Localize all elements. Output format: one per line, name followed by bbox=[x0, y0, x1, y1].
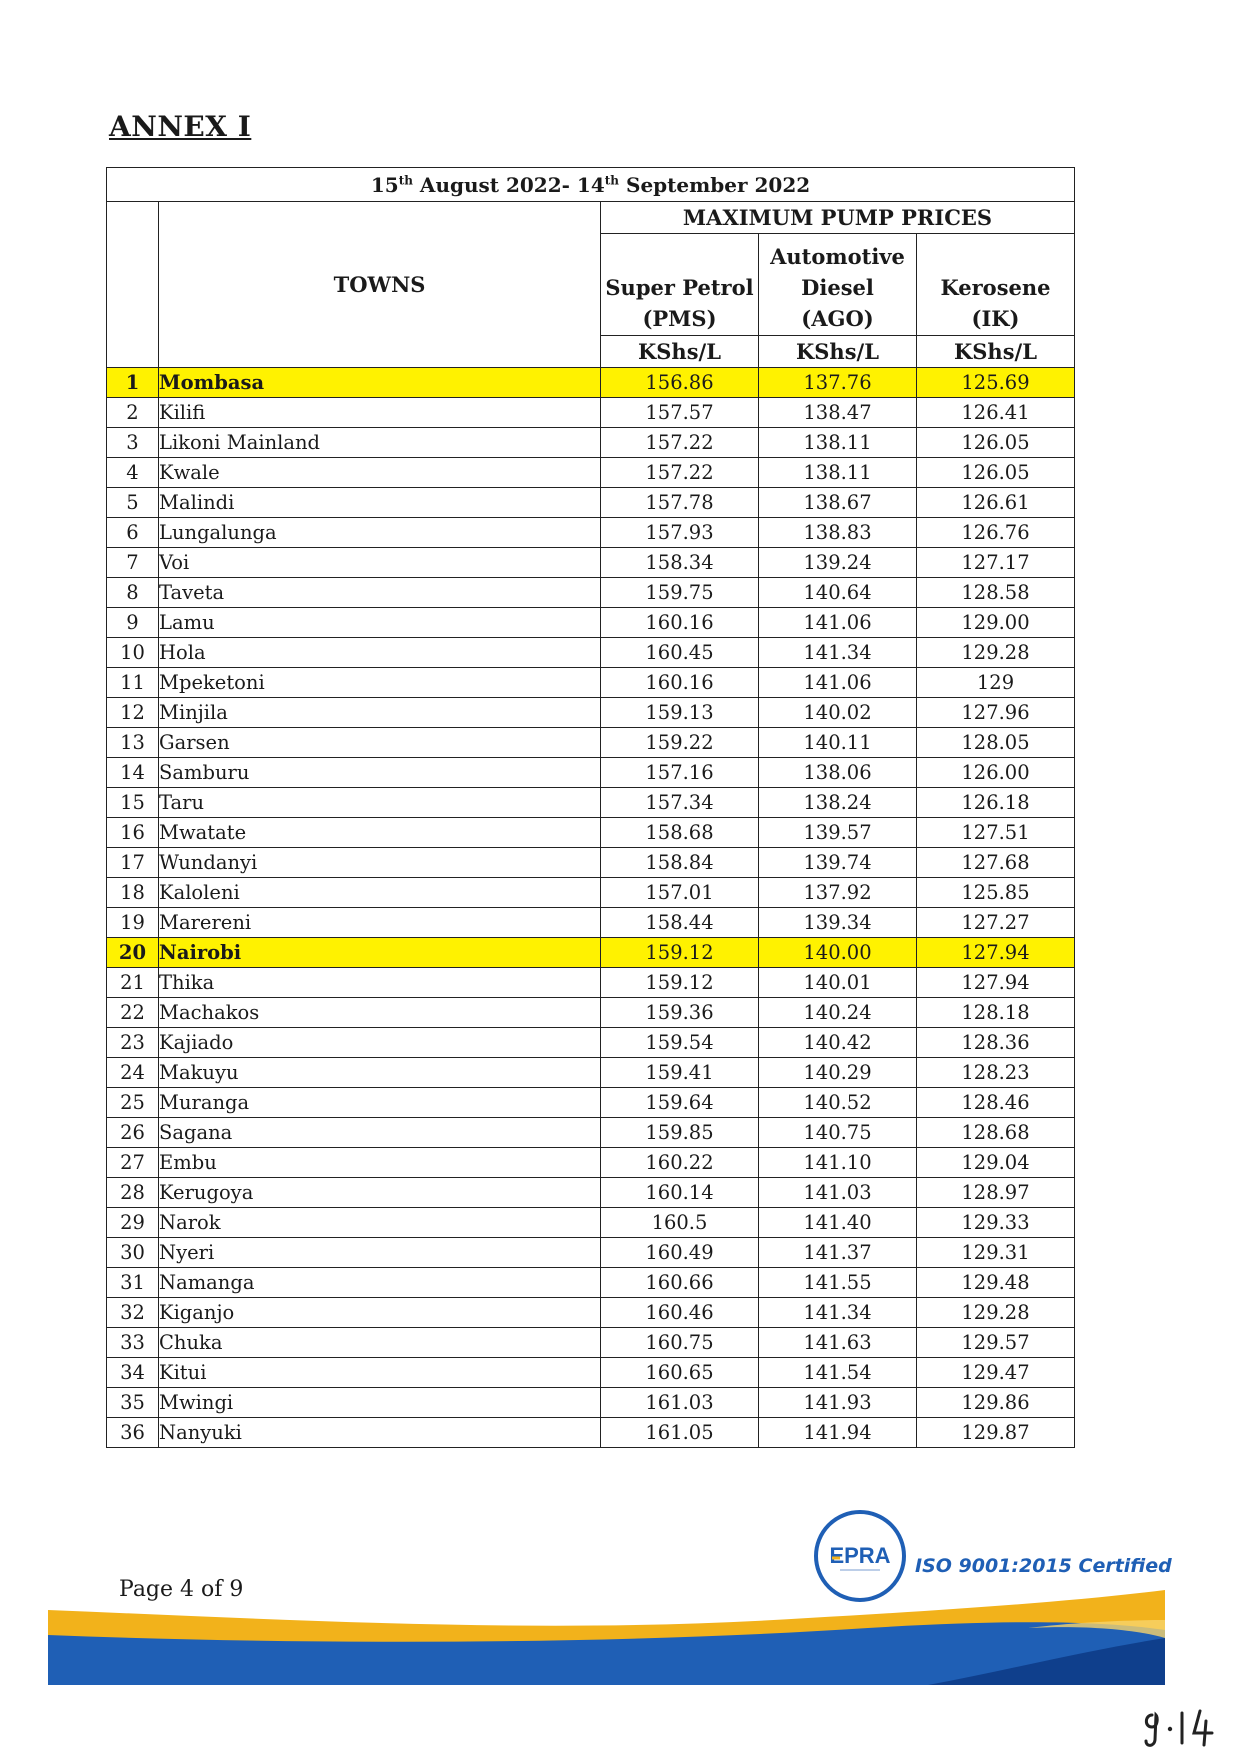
row-number: 35 bbox=[107, 1388, 159, 1418]
fuel-header-pms: Super Petrol (PMS) bbox=[601, 234, 759, 336]
max-pump-prices-header: MAXIMUM PUMP PRICES bbox=[601, 202, 1075, 234]
ik-price: 129.87 bbox=[917, 1418, 1075, 1448]
ik-price: 129.28 bbox=[917, 638, 1075, 668]
pms-price: 160.46 bbox=[601, 1298, 759, 1328]
pms-price: 159.12 bbox=[601, 938, 759, 968]
ago-price: 141.34 bbox=[759, 638, 917, 668]
town-name: Sagana bbox=[159, 1118, 601, 1148]
town-name: Lungalunga bbox=[159, 518, 601, 548]
pms-price: 156.86 bbox=[601, 368, 759, 398]
ik-price: 127.27 bbox=[917, 908, 1075, 938]
table-row bbox=[107, 608, 1075, 638]
pms-price: 159.41 bbox=[601, 1058, 759, 1088]
town-name: Kwale bbox=[159, 458, 601, 488]
town-name: Wundanyi bbox=[159, 848, 601, 878]
town-name: Namanga bbox=[159, 1268, 601, 1298]
ik-price: 126.05 bbox=[917, 458, 1075, 488]
table-row bbox=[107, 758, 1075, 788]
row-number: 31 bbox=[107, 1268, 159, 1298]
ago-price: 138.67 bbox=[759, 488, 917, 518]
price-rows bbox=[107, 368, 1075, 1448]
table-row bbox=[107, 1148, 1075, 1178]
town-name: Narok bbox=[159, 1208, 601, 1238]
row-number: 36 bbox=[107, 1418, 159, 1448]
table-row bbox=[107, 458, 1075, 488]
pms-price: 158.34 bbox=[601, 548, 759, 578]
ik-price: 129.00 bbox=[917, 608, 1075, 638]
ago-price: 140.24 bbox=[759, 998, 917, 1028]
town-name: Samburu bbox=[159, 758, 601, 788]
ik-price: 129 bbox=[917, 668, 1075, 698]
table-row bbox=[107, 1328, 1075, 1358]
row-number: 18 bbox=[107, 878, 159, 908]
row-number: 3 bbox=[107, 428, 159, 458]
row-number: 14 bbox=[107, 758, 159, 788]
ik-price: 126.76 bbox=[917, 518, 1075, 548]
town-name: Mpeketoni bbox=[159, 668, 601, 698]
table-row bbox=[107, 1028, 1075, 1058]
ago-price: 140.52 bbox=[759, 1088, 917, 1118]
ago-price: 141.37 bbox=[759, 1238, 917, 1268]
pms-price: 157.22 bbox=[601, 458, 759, 488]
ik-price: 128.05 bbox=[917, 728, 1075, 758]
pms-price: 160.65 bbox=[601, 1358, 759, 1388]
table-row bbox=[107, 1388, 1075, 1418]
ago-price: 141.10 bbox=[759, 1148, 917, 1178]
table-row bbox=[107, 668, 1075, 698]
ik-price: 127.96 bbox=[917, 698, 1075, 728]
town-name: Muranga bbox=[159, 1088, 601, 1118]
town-name: Garsen bbox=[159, 728, 601, 758]
pms-price: 160.49 bbox=[601, 1238, 759, 1268]
ago-price: 141.06 bbox=[759, 668, 917, 698]
pms-price: 159.64 bbox=[601, 1088, 759, 1118]
pms-price: 160.16 bbox=[601, 608, 759, 638]
town-name: Likoni Mainland bbox=[159, 428, 601, 458]
ago-price: 138.47 bbox=[759, 398, 917, 428]
ik-price: 125.85 bbox=[917, 878, 1075, 908]
pms-price: 160.22 bbox=[601, 1148, 759, 1178]
row-number: 4 bbox=[107, 458, 159, 488]
table-row bbox=[107, 548, 1075, 578]
ik-price: 129.04 bbox=[917, 1148, 1075, 1178]
ago-price: 139.74 bbox=[759, 848, 917, 878]
table-row bbox=[107, 1208, 1075, 1238]
ago-price: 141.34 bbox=[759, 1298, 917, 1328]
row-number: 12 bbox=[107, 698, 159, 728]
pms-price: 161.05 bbox=[601, 1418, 759, 1448]
ik-price: 127.94 bbox=[917, 938, 1075, 968]
ik-price: 129.48 bbox=[917, 1268, 1075, 1298]
ik-price: 126.61 bbox=[917, 488, 1075, 518]
iso-certification: ISO 9001:2015 Certified bbox=[915, 1555, 1172, 1577]
table-row bbox=[107, 1178, 1075, 1208]
pms-price: 159.36 bbox=[601, 998, 759, 1028]
table-row bbox=[107, 998, 1075, 1028]
pms-price: 157.93 bbox=[601, 518, 759, 548]
ago-price: 141.93 bbox=[759, 1388, 917, 1418]
period-header: 15th August 2022- 14th September 2022 bbox=[107, 168, 1075, 202]
ik-price: 129.86 bbox=[917, 1388, 1075, 1418]
ik-price: 128.58 bbox=[917, 578, 1075, 608]
row-number: 6 bbox=[107, 518, 159, 548]
pms-price: 160.45 bbox=[601, 638, 759, 668]
row-number: 34 bbox=[107, 1358, 159, 1388]
table-row bbox=[107, 638, 1075, 668]
row-number: 20 bbox=[107, 938, 159, 968]
town-name: Nairobi bbox=[159, 938, 601, 968]
row-number: 32 bbox=[107, 1298, 159, 1328]
unit-header-ago: KShs/L bbox=[759, 336, 917, 368]
ik-price: 129.57 bbox=[917, 1328, 1075, 1358]
ago-price: 138.11 bbox=[759, 458, 917, 488]
row-number: 24 bbox=[107, 1058, 159, 1088]
page-number: Page 4 of 9 bbox=[119, 1577, 244, 1602]
town-name: Mwatate bbox=[159, 818, 601, 848]
ago-price: 141.55 bbox=[759, 1268, 917, 1298]
table-row bbox=[107, 1298, 1075, 1328]
table-row bbox=[107, 968, 1075, 998]
table-row bbox=[107, 698, 1075, 728]
ik-price: 127.94 bbox=[917, 968, 1075, 998]
town-name: Machakos bbox=[159, 998, 601, 1028]
ago-price: 141.03 bbox=[759, 1178, 917, 1208]
row-number: 9 bbox=[107, 608, 159, 638]
ago-price: 138.83 bbox=[759, 518, 917, 548]
town-name: Chuka bbox=[159, 1328, 601, 1358]
town-name: Lamu bbox=[159, 608, 601, 638]
town-name: Nanyuki bbox=[159, 1418, 601, 1448]
table-row bbox=[107, 368, 1075, 398]
table-row bbox=[107, 938, 1075, 968]
table-row bbox=[107, 788, 1075, 818]
town-name: Marereni bbox=[159, 908, 601, 938]
ago-price: 140.00 bbox=[759, 938, 917, 968]
town-name: Mwingi bbox=[159, 1388, 601, 1418]
pms-price: 160.75 bbox=[601, 1328, 759, 1358]
ik-price: 129.33 bbox=[917, 1208, 1075, 1238]
ik-price: 125.69 bbox=[917, 368, 1075, 398]
row-number: 17 bbox=[107, 848, 159, 878]
ik-price: 128.97 bbox=[917, 1178, 1075, 1208]
ik-price: 126.00 bbox=[917, 758, 1075, 788]
ik-price: 127.17 bbox=[917, 548, 1075, 578]
pms-price: 159.12 bbox=[601, 968, 759, 998]
unit-header-ik: KShs/L bbox=[917, 336, 1075, 368]
ik-price: 129.31 bbox=[917, 1238, 1075, 1268]
ik-price: 128.68 bbox=[917, 1118, 1075, 1148]
ik-price: 127.68 bbox=[917, 848, 1075, 878]
pms-price: 159.54 bbox=[601, 1028, 759, 1058]
towns-header: TOWNS bbox=[159, 202, 601, 368]
table-row bbox=[107, 728, 1075, 758]
ik-price: 128.18 bbox=[917, 998, 1075, 1028]
town-name: Hola bbox=[159, 638, 601, 668]
table-row bbox=[107, 848, 1075, 878]
town-name: Mombasa bbox=[159, 368, 601, 398]
annex-heading: ANNEX I bbox=[109, 110, 252, 143]
pms-price: 157.78 bbox=[601, 488, 759, 518]
pms-price: 159.85 bbox=[601, 1118, 759, 1148]
ago-price: 141.63 bbox=[759, 1328, 917, 1358]
ago-price: 141.54 bbox=[759, 1358, 917, 1388]
row-number: 2 bbox=[107, 398, 159, 428]
table-row bbox=[107, 818, 1075, 848]
table-row bbox=[107, 1358, 1075, 1388]
pms-price: 160.66 bbox=[601, 1268, 759, 1298]
town-name: Embu bbox=[159, 1148, 601, 1178]
table-row bbox=[107, 1268, 1075, 1298]
ago-price: 140.75 bbox=[759, 1118, 917, 1148]
ik-price: 129.47 bbox=[917, 1358, 1075, 1388]
ago-price: 140.01 bbox=[759, 968, 917, 998]
town-name: Kajiado bbox=[159, 1028, 601, 1058]
row-number: 22 bbox=[107, 998, 159, 1028]
footer-wave-band bbox=[48, 1590, 1165, 1685]
row-number: 10 bbox=[107, 638, 159, 668]
pms-price: 158.68 bbox=[601, 818, 759, 848]
ago-price: 138.11 bbox=[759, 428, 917, 458]
table-row bbox=[107, 488, 1075, 518]
town-name: Nyeri bbox=[159, 1238, 601, 1268]
fuel-header-ago: Automotive Diesel (AGO) bbox=[759, 234, 917, 336]
row-number: 33 bbox=[107, 1328, 159, 1358]
pms-price: 159.75 bbox=[601, 578, 759, 608]
pms-price: 160.16 bbox=[601, 668, 759, 698]
pms-price: 158.84 bbox=[601, 848, 759, 878]
fuel-header-ik: Kerosene (IK) bbox=[917, 234, 1075, 336]
ik-price: 128.36 bbox=[917, 1028, 1075, 1058]
row-number: 26 bbox=[107, 1118, 159, 1148]
table-row bbox=[107, 1418, 1075, 1448]
table-row bbox=[107, 1058, 1075, 1088]
ago-price: 137.76 bbox=[759, 368, 917, 398]
table-row bbox=[107, 578, 1075, 608]
ik-price: 128.46 bbox=[917, 1088, 1075, 1118]
town-name: Kerugoya bbox=[159, 1178, 601, 1208]
ago-price: 140.11 bbox=[759, 728, 917, 758]
ago-price: 138.06 bbox=[759, 758, 917, 788]
ago-price: 137.92 bbox=[759, 878, 917, 908]
ik-price: 126.05 bbox=[917, 428, 1075, 458]
row-number: 25 bbox=[107, 1088, 159, 1118]
row-number: 1 bbox=[107, 368, 159, 398]
unit-header-pms: KShs/L bbox=[601, 336, 759, 368]
ago-price: 140.02 bbox=[759, 698, 917, 728]
pms-price: 161.03 bbox=[601, 1388, 759, 1418]
row-number: 27 bbox=[107, 1148, 159, 1178]
ik-price: 129.28 bbox=[917, 1298, 1075, 1328]
row-number: 23 bbox=[107, 1028, 159, 1058]
town-name: Malindi bbox=[159, 488, 601, 518]
ago-price: 140.64 bbox=[759, 578, 917, 608]
ago-price: 138.24 bbox=[759, 788, 917, 818]
table-row bbox=[107, 518, 1075, 548]
table-row bbox=[107, 1118, 1075, 1148]
pms-price: 157.16 bbox=[601, 758, 759, 788]
ik-price: 126.18 bbox=[917, 788, 1075, 818]
ik-price: 126.41 bbox=[917, 398, 1075, 428]
town-name: Kitui bbox=[159, 1358, 601, 1388]
row-number: 30 bbox=[107, 1238, 159, 1268]
table-row bbox=[107, 428, 1075, 458]
row-number: 21 bbox=[107, 968, 159, 998]
row-number: 8 bbox=[107, 578, 159, 608]
ago-price: 139.34 bbox=[759, 908, 917, 938]
pms-price: 159.13 bbox=[601, 698, 759, 728]
pms-price: 159.22 bbox=[601, 728, 759, 758]
town-name: Taveta bbox=[159, 578, 601, 608]
town-name: Taru bbox=[159, 788, 601, 818]
handwritten-initials bbox=[1140, 1705, 1230, 1750]
row-number-header bbox=[107, 202, 159, 368]
pms-price: 160.5 bbox=[601, 1208, 759, 1238]
town-name: Kiganjo bbox=[159, 1298, 601, 1328]
town-name: Makuyu bbox=[159, 1058, 601, 1088]
town-name: Voi bbox=[159, 548, 601, 578]
pms-price: 157.22 bbox=[601, 428, 759, 458]
ago-price: 139.24 bbox=[759, 548, 917, 578]
ik-price: 128.23 bbox=[917, 1058, 1075, 1088]
row-number: 28 bbox=[107, 1178, 159, 1208]
table-row bbox=[107, 1238, 1075, 1268]
town-name: Kaloleni bbox=[159, 878, 601, 908]
table-row bbox=[107, 878, 1075, 908]
row-number: 11 bbox=[107, 668, 159, 698]
row-number: 16 bbox=[107, 818, 159, 848]
ago-price: 140.42 bbox=[759, 1028, 917, 1058]
row-number: 13 bbox=[107, 728, 159, 758]
table-row bbox=[107, 1088, 1075, 1118]
row-number: 7 bbox=[107, 548, 159, 578]
ago-price: 140.29 bbox=[759, 1058, 917, 1088]
row-number: 19 bbox=[107, 908, 159, 938]
pms-price: 160.14 bbox=[601, 1178, 759, 1208]
pms-price: 157.34 bbox=[601, 788, 759, 818]
ago-price: 141.94 bbox=[759, 1418, 917, 1448]
town-name: Kilifi bbox=[159, 398, 601, 428]
epra-logo-text: EPRA bbox=[829, 1543, 891, 1568]
table-row bbox=[107, 908, 1075, 938]
pump-prices-table bbox=[106, 167, 1075, 1448]
ago-price: 139.57 bbox=[759, 818, 917, 848]
pms-price: 158.44 bbox=[601, 908, 759, 938]
town-name: Thika bbox=[159, 968, 601, 998]
pms-price: 157.01 bbox=[601, 878, 759, 908]
ago-price: 141.40 bbox=[759, 1208, 917, 1238]
table-row bbox=[107, 398, 1075, 428]
pms-price: 157.57 bbox=[601, 398, 759, 428]
row-number: 15 bbox=[107, 788, 159, 818]
town-name: Minjila bbox=[159, 698, 601, 728]
ik-price: 127.51 bbox=[917, 818, 1075, 848]
row-number: 29 bbox=[107, 1208, 159, 1238]
row-number: 5 bbox=[107, 488, 159, 518]
ago-price: 141.06 bbox=[759, 608, 917, 638]
